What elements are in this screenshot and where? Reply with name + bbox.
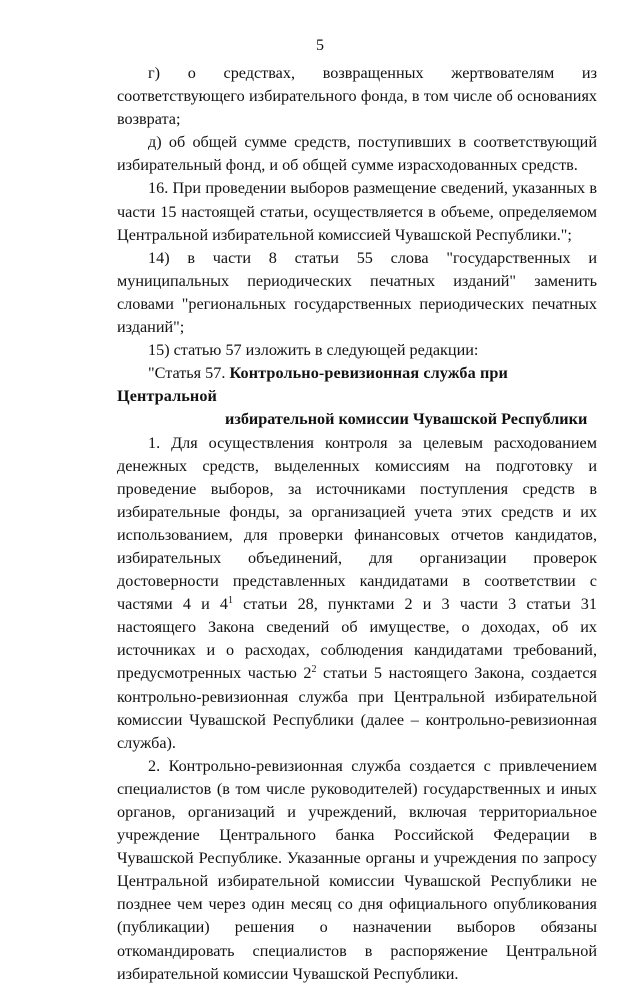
article-title-line1: Контрольно-ревизионная служба при Центральной: [117, 364, 508, 406]
clause-1-part-c: статьи 5 настоящего Закона, создается контрольно-ревизионная служба при Центральной избирательной комиссии Чувашской Республики (далее – контрольно-ревизионная служба).: [117, 664, 597, 752]
clause-1-superscript-a: 1: [227, 595, 233, 607]
clause-1-part-b: статьи 28, пунктами 2 и 3 части 3 статьи 31 настоящего Закона сведений об имуществе, о доходах, об их источниках и о расходах, соблюдения кандидатами требований, предусмотренных частью 2: [117, 595, 597, 683]
clause-1-part-a: 1. Для осуществления контроля за целевым расходованием денежных средств, выделенных комиссиям на подготовку и проведение выборов, за источниками поступления средств в избирательные фонды, за организацией учета этих средств и их использованием, для проверки финансовых отчетов кандидатов, избирательных объединений, для организации проверок достоверности представленных кандидатами в соответствии с частями 4 и 4: [117, 433, 597, 614]
paragraph-14: 14) в части 8 статьи 55 слова "государственных и муниципальных периодических печатных изданий" заменить словами "региональных государственных периодических печатных изданий";: [117, 248, 597, 337]
paragraph-16: 16. При проведении выборов размещение сведений, указанных в части 15 настоящей статьи, осуществляется в объеме, определяемом Центральной избирательной комиссией Чувашской Республики.";: [117, 179, 597, 244]
article-heading: [117, 362, 597, 431]
article-title-line2: избирательной комиссии Чувашской Республики: [225, 410, 588, 429]
clause-2: 2. Контрольно-ревизионная служба создается с привлечением специалистов (в том числе руководителей) государственных и иных органов, организаций и учреждений, включая территориальное учреждение Центрального банка Российской Федерации в Чувашской Республике. Указанные органы и учреждения по запросу Центральной избирательной комиссии Чувашской Республики не позднее чем через один месяц со дня официального опубликования (публикации) решения о назначении выборов обязаны откомандировать специалистов в распоряжение Центральной избирательной комиссии Чувашской Республики.: [117, 756, 597, 983]
document-body: [117, 62, 597, 986]
clause-1: [117, 432, 597, 755]
paragraph-15: 15) статью 57 изложить в следующей редакции:: [148, 341, 479, 360]
clause-1-superscript-b: 2: [311, 664, 317, 676]
page-number: 5: [316, 37, 324, 54]
paragraph-d: д) об общей сумме средств, поступивших в соответствующий избирательный фонд, и об общей сумме израсходованных средств.: [117, 133, 597, 175]
paragraph-g: г) о средствах, возвращенных жертвователям из соответствующего избирательного фонда, в том числе об основаниях возврата;: [117, 64, 597, 129]
article-label: "Статья 57.: [148, 364, 226, 383]
